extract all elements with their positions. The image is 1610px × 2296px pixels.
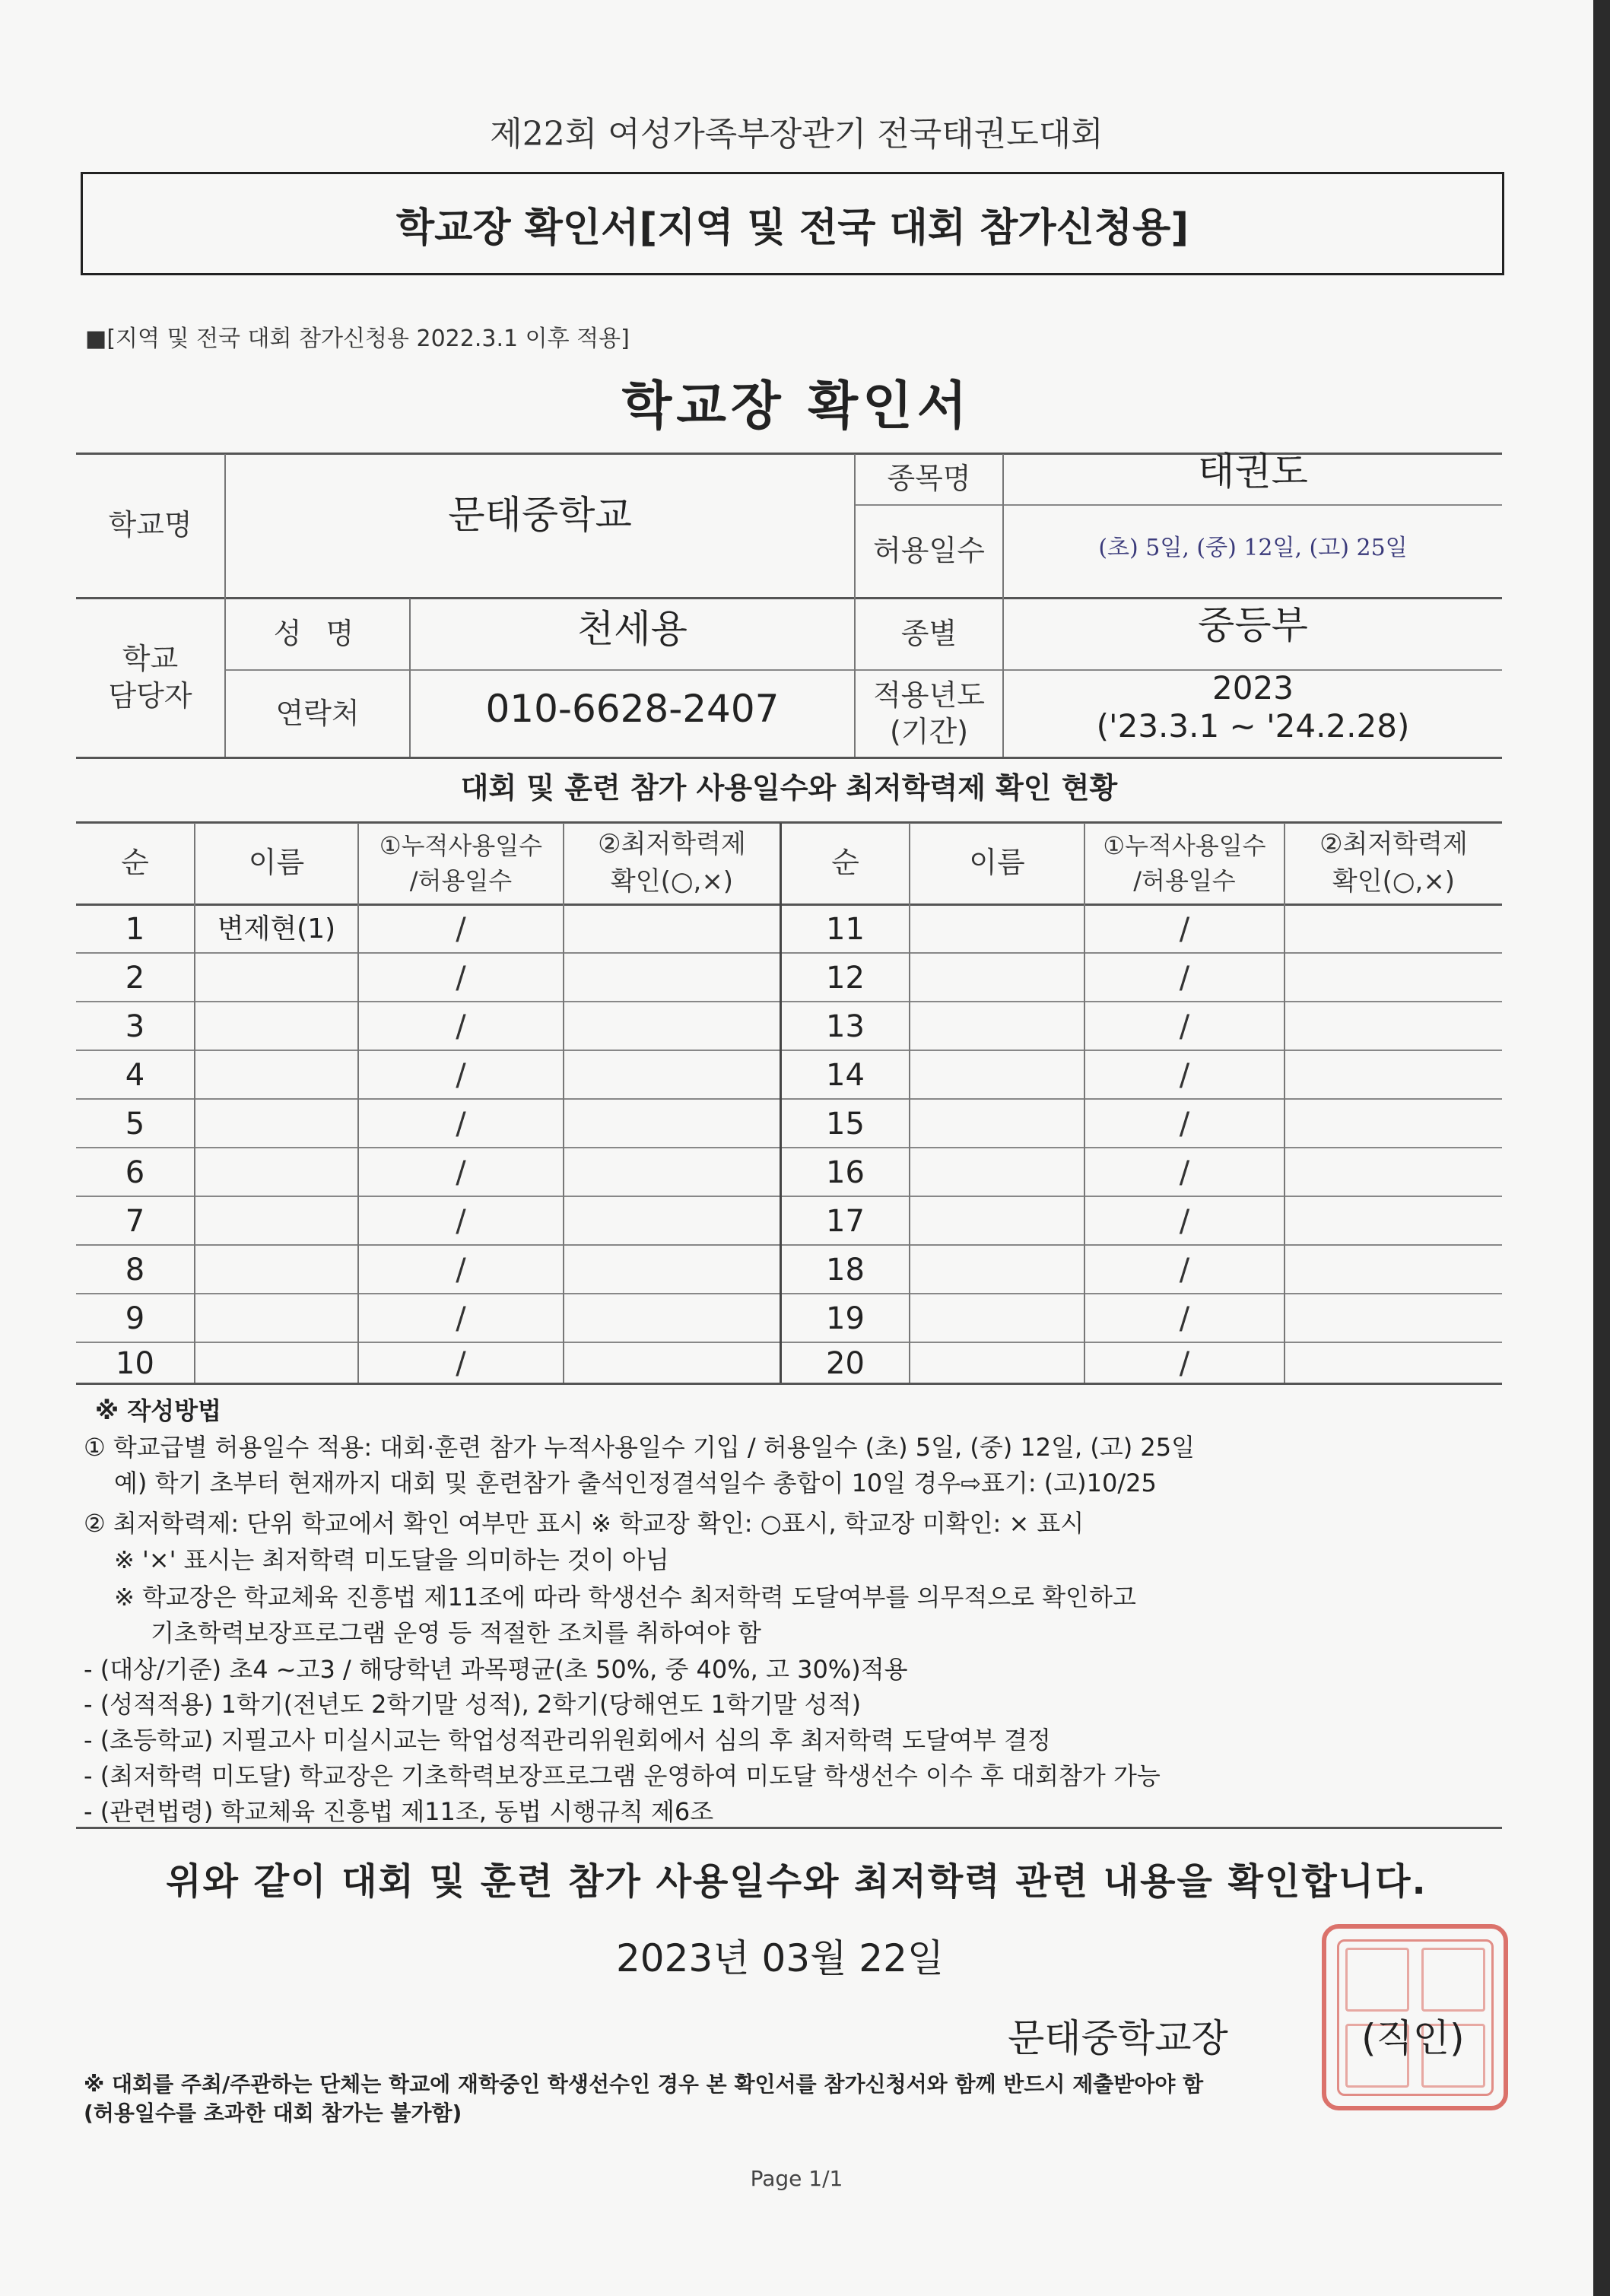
instruction-line: 기초학력보장프로그램 운영 등 적절한 조치를 취하여야 함	[151, 1618, 761, 1647]
instruction-line: ※ 학교장은 학교체육 진흥법 제11조에 따라 학생선수 최저학력 도달여부를 의무적으로 확인하고	[114, 1583, 1136, 1612]
row-number: 12	[826, 961, 865, 996]
row-check	[1285, 1197, 1502, 1246]
row-check	[1285, 954, 1502, 1002]
row-number: 10	[116, 1346, 154, 1381]
row-days-slash: /	[456, 1009, 466, 1044]
row-check	[1285, 1148, 1502, 1197]
row-days-slash: /	[456, 1155, 466, 1190]
row-name	[195, 1197, 357, 1246]
row-number: 2	[125, 961, 145, 996]
applicable-year-label: 적용년도 (기간)	[873, 678, 985, 748]
row-check	[1285, 905, 1502, 954]
row-name	[195, 1148, 357, 1197]
row-name	[910, 1100, 1084, 1148]
division-label: 종별	[900, 616, 957, 650]
instruction-line: ② 최저학력제: 단위 학교에서 확인 여부만 표시 ※ 학교장 확인: ○표시, 학교장 미확인: × 표시	[84, 1509, 1084, 1538]
principal-name: 문태중학교장	[1008, 2016, 1228, 2060]
row-check	[564, 1343, 780, 1384]
signature-date: 2023년 03월 22일	[616, 1936, 945, 1980]
row-check	[564, 1100, 780, 1148]
table-rule	[76, 1827, 1502, 1829]
allowed-days-label: 허용일수	[873, 534, 985, 568]
document-title-box: 학교장 확인서[지역 및 전국 대회 참가신청용]	[81, 172, 1504, 275]
row-check	[564, 1197, 780, 1246]
row-days-slash: /	[1179, 961, 1190, 996]
row-days-slash: /	[456, 1204, 466, 1239]
row-days-slash: /	[456, 961, 466, 996]
row-name: 변제현(1)	[217, 913, 336, 945]
row-number: 13	[826, 1009, 865, 1044]
applicability-note: ■[지역 및 전국 대회 참가신청용 2022.3.1 이후 적용]	[85, 326, 630, 352]
division-value: 중등부	[1198, 602, 1308, 647]
row-name	[910, 905, 1084, 954]
row-name	[195, 954, 357, 1002]
col-header-order: 순	[121, 846, 149, 880]
row-check	[1285, 1294, 1502, 1343]
instruction-line: - (초등학교) 지필고사 미실시교는 학업성적관리위원회에서 심의 후 최저학력 도달여부 결정	[84, 1726, 1051, 1755]
row-check	[564, 1148, 780, 1197]
footer-note: ※ 대회를 주최/주관하는 단체는 학교에 재학중인 학생선수인 경우 본 확인서를 참가신청서와 함께 반드시 제출받아야 함 (허용일수를 초과한 대회 참가는 불가함)	[84, 2072, 1204, 2126]
row-name	[910, 1002, 1084, 1051]
row-number: 3	[125, 1009, 145, 1044]
row-days-slash: /	[456, 1058, 466, 1093]
row-number: 18	[826, 1253, 865, 1288]
contact-value: 010-6628-2407	[485, 686, 780, 731]
instruction-line: - (최저학력 미도달) 학교장은 기초학력보장프로그램 운영하여 미도달 학생선수 이수 후 대회참가 가능	[84, 1761, 1161, 1790]
row-number: 4	[125, 1058, 145, 1093]
col-header-check: ②최저학력제 확인(○,×)	[1319, 828, 1468, 897]
row-number: 8	[125, 1253, 145, 1288]
instruction-line: ① 학교급별 허용일수 적용: 대회·훈련 참가 누적사용일수 기입 / 허용일수 (초) 5일, (중) 12일, (고) 25일	[84, 1433, 1196, 1462]
instructions-title: ※ 작성방법	[95, 1396, 221, 1425]
school-manager-label: 학교 담당자	[108, 641, 192, 713]
col-header-days: ①누적사용일수 /허용일수	[1103, 830, 1266, 895]
row-name	[910, 954, 1084, 1002]
row-days-slash: /	[456, 912, 466, 947]
row-number: 20	[826, 1346, 865, 1381]
row-name	[910, 1051, 1084, 1100]
row-check	[564, 1051, 780, 1100]
row-days-slash: /	[456, 1301, 466, 1336]
col-header-order: 순	[831, 846, 859, 880]
row-days-slash: /	[456, 1107, 466, 1142]
row-name	[195, 1051, 357, 1100]
event-value: 태권도	[1198, 449, 1308, 494]
row-number: 6	[125, 1155, 145, 1190]
event-label: 종목명	[887, 462, 971, 496]
main-title: 학교장 확인서	[621, 376, 972, 437]
row-check	[564, 905, 780, 954]
row-days-slash: /	[1179, 1204, 1190, 1239]
row-number: 14	[826, 1058, 865, 1093]
instruction-line: - (관련법령) 학교체육 진흥법 제11조, 동법 시행규칙 제6조	[84, 1797, 714, 1826]
row-number: 7	[125, 1204, 145, 1239]
row-name	[195, 1294, 357, 1343]
allowed-days-value: (초) 5일, (중) 12일, (고) 25일	[1098, 534, 1408, 561]
row-check	[564, 1002, 780, 1051]
seal-label: (직인)	[1361, 2016, 1465, 2060]
col-header-name: 이름	[248, 846, 305, 880]
school-name-label: 학교명	[108, 508, 192, 542]
page-number: Page 1/1	[750, 2166, 843, 2191]
row-check	[1285, 1002, 1502, 1051]
col-header-name: 이름	[969, 846, 1025, 880]
row-days-slash: /	[1179, 1155, 1190, 1190]
row-number: 5	[125, 1107, 145, 1142]
row-number: 1	[125, 912, 145, 947]
row-days-slash: /	[1179, 1301, 1190, 1336]
row-name	[910, 1343, 1084, 1384]
row-name	[910, 1148, 1084, 1197]
instruction-line: - (성적적용) 1학기(전년도 2학기말 성적), 2학기(당해연도 1학기말 성적)	[84, 1690, 862, 1719]
name-label: 성 명	[273, 616, 362, 650]
col-header-check: ②최저학력제 확인(○,×)	[598, 828, 746, 897]
row-number: 11	[826, 912, 865, 947]
row-number: 9	[125, 1301, 145, 1336]
row-name	[195, 1100, 357, 1148]
row-days-slash: /	[1179, 912, 1190, 947]
school-name-value: 문태중학교	[448, 492, 632, 537]
instruction-line: ※ '×' 표시는 최저학력 미도달을 의미하는 것이 아님	[114, 1545, 669, 1574]
contact-label: 연락처	[275, 696, 360, 730]
row-check	[1285, 1246, 1502, 1294]
row-days-slash: /	[1179, 1009, 1190, 1044]
instruction-line: - (대상/기준) 초4 ~고3 / 해당학년 과목평균(초 50%, 중 40%, 고 30%)적용	[84, 1655, 908, 1684]
col-header-days: ①누적사용일수 /허용일수	[379, 830, 543, 895]
row-days-slash: /	[1179, 1058, 1190, 1093]
row-days-slash: /	[456, 1253, 466, 1288]
row-number: 17	[826, 1204, 865, 1239]
confirmation-statement: 위와 같이 대회 및 훈련 참가 사용일수와 최저학력 관련 내용을 확인합니다.	[166, 1860, 1427, 1903]
event-title: 제22회 여성가족부장관기 전국태권도대회	[490, 115, 1104, 154]
row-number: 19	[826, 1301, 865, 1336]
row-days-slash: /	[456, 1346, 466, 1381]
row-check	[1285, 1343, 1502, 1384]
row-name	[195, 1002, 357, 1051]
instruction-line: 예) 학기 초부터 현재까지 대회 및 훈련참가 출석인정결석일수 총합이 10일 경우⇨표기: (고)10/25	[114, 1469, 1157, 1497]
row-number: 16	[826, 1155, 865, 1190]
row-name	[195, 1246, 357, 1294]
row-number: 15	[826, 1107, 865, 1142]
row-name	[910, 1246, 1084, 1294]
row-days-slash: /	[1179, 1253, 1190, 1288]
row-check	[564, 1294, 780, 1343]
table-heading: 대회 및 훈련 참가 사용일수와 최저학력제 확인 현황	[460, 771, 1118, 805]
row-check	[1285, 1100, 1502, 1148]
row-days-slash: /	[1179, 1107, 1190, 1142]
applicable-year-value: 2023 ('23.3.1 ~ '24.2.28)	[1096, 668, 1410, 745]
row-name	[195, 1343, 357, 1384]
row-name	[910, 1197, 1084, 1246]
row-check	[564, 1246, 780, 1294]
manager-name-value: 천세용	[577, 606, 688, 651]
row-name	[910, 1294, 1084, 1343]
row-check	[1285, 1051, 1502, 1100]
row-check	[564, 954, 780, 1002]
row-days-slash: /	[1179, 1346, 1190, 1381]
